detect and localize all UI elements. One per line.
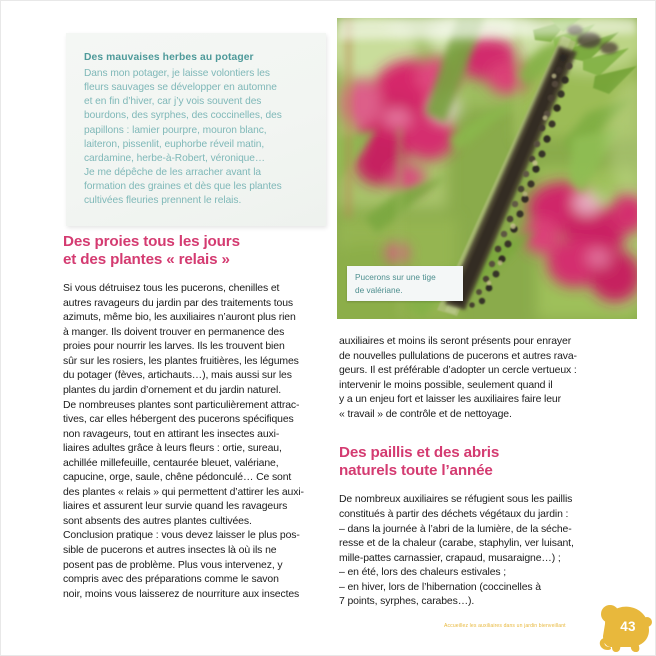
body-line: Si vous détruisez tous les pucerons, chenilles et — [63, 283, 280, 295]
section-heading-paillis — [339, 444, 616, 479]
callout-title: Des mauvaises herbes au potager — [84, 52, 254, 63]
body-line: mille-pattes carnassier, crapaud, musaraigne…) ; — [339, 552, 561, 564]
left-body-paragraph — [63, 282, 340, 602]
callout-line: Dans mon potager, je laisse volontiers les — [84, 68, 270, 79]
heading-line: et des plantes « relais » — [63, 250, 230, 268]
body-line: Conclusion pratique : vous devez laisser le plus pos- — [63, 530, 300, 542]
body-line: « travail » de contrôle et de nettoyage. — [339, 408, 512, 420]
heading-line: Des proies tous les jours — [63, 233, 240, 250]
callout-line: cardamine, herbe-à-Robert, véronique… — [84, 152, 266, 164]
body-line: resse et de la chaleur (carabe, staphylin, ver luisant, — [339, 538, 574, 550]
caption-line: de valériane. — [355, 284, 403, 295]
right-text-column — [339, 335, 616, 610]
running-footer-title: Accueillez les auxiliaires dans un jardin bienveillant — [444, 623, 566, 629]
callout-line: papillons : lamier pourpre, mouron blanc, — [84, 124, 267, 136]
body-line: – dans la journée à l’abri de la lumière, de la séche- — [339, 523, 572, 535]
body-line: liaires adultes grâce à leurs fleurs : ortie, sureau, — [63, 443, 282, 455]
aphids-on-stem-photo — [337, 18, 637, 319]
body-line: sont absents des autres plantes cultivées. — [63, 515, 252, 527]
body-line: constitués à partir des déchets végétaux du jardin : — [339, 509, 569, 521]
body-line: capucine, orge, saule, chêne pédonculé… Ce sont — [63, 472, 292, 484]
callout-line: et en fin d’hiver, car j’y vois souvent des — [84, 96, 262, 108]
body-line: sûr sur les rosiers, les plantes fruitières, les légumes — [63, 355, 299, 367]
callout-line: laiteron, pissenlit, euphorbe réveil matin, — [84, 138, 265, 150]
body-line: autres ravageurs du jardin par des traitements tous — [63, 297, 294, 309]
heading-line: Des paillis et des abris — [339, 444, 500, 462]
body-line: à manger. Ils doivent trouver en permanence des — [63, 326, 285, 338]
section-heading-proies — [63, 233, 340, 268]
body-line: noir, moins vous laisserez de nourriture aux insectes — [63, 588, 300, 600]
body-line: achillée millefeuille, centaurée bleuet, valériane, — [63, 457, 279, 469]
body-line: sible de pucerons et autres insectes là où ils ne — [63, 545, 277, 557]
caption-line: Pucerons sur une tige — [355, 272, 436, 283]
body-line: du potager (fèves, artichauts…), mais aussi sur les — [63, 370, 292, 382]
left-text-column — [63, 233, 340, 602]
right-body-paragraph — [339, 493, 616, 609]
body-line: azimuts, même bio, les auxiliaires n’auront plus rien — [63, 312, 296, 324]
body-line: non ravageurs, tout en attirant les insectes auxi- — [63, 428, 280, 440]
body-line: auxiliaires et moins ils seront présents pour enrayer — [339, 336, 572, 347]
right-intro-paragraph — [339, 335, 616, 422]
callout-line: Je me dépêche de les arracher avant la — [84, 167, 262, 179]
body-line: – en hiver, lors de l’hibernation (coccinelles à — [339, 581, 541, 593]
photo-caption — [347, 266, 463, 301]
body-line: De nombreux auxiliaires se réfugient sous les paillis — [339, 494, 573, 506]
body-line: 7 points, syrphes, carabes…). — [339, 596, 475, 608]
body-line: posent pas de problème. Plus vous intervenez, y — [63, 559, 283, 571]
body-line: compris avec des préparations comme le savon — [63, 574, 279, 586]
body-line: tives, car elles hébergent des pucerons spécifiques — [63, 414, 294, 426]
body-line: liaires et assurent leur survie quand les ravageurs — [63, 501, 288, 513]
body-line: – en été, lors des chaleurs estivales ; — [339, 567, 507, 579]
body-line: de nouvelles pullulations de pucerons et autres rava- — [339, 350, 577, 362]
callout-box — [66, 33, 326, 226]
page-number: 43 — [620, 619, 636, 634]
body-line: des plantes « relais » qui permettent d’attirer les auxi- — [63, 486, 304, 498]
body-line: De nombreuses plantes sont particulièrement attrac- — [63, 399, 300, 411]
callout-line: fleurs sauvages se développer en automne — [84, 82, 277, 94]
body-line: geurs. Il est préférable d’adopter un cercle vertueux : — [339, 365, 577, 377]
body-line: proies pour nourrir les larves. Ils les trouvent bien — [63, 341, 285, 353]
callout-body — [84, 67, 308, 209]
body-line: y a un enjeu fort et laisser les auxiliaires faire leur — [339, 394, 561, 406]
callout-line: formation des graines et dès que les plantes — [84, 181, 282, 193]
callout-line: bourdons, des syrphes, des coccinelles, des — [84, 110, 282, 122]
body-line: intervenir le moins possible, seulement quand il — [339, 379, 553, 391]
body-line: plantes du jardin d’ornement et du jardin naturel. — [63, 385, 281, 397]
callout-line: cultivées fleuries prennent le relais. — [84, 195, 242, 207]
heading-line: naturels toute l’année — [339, 461, 493, 479]
